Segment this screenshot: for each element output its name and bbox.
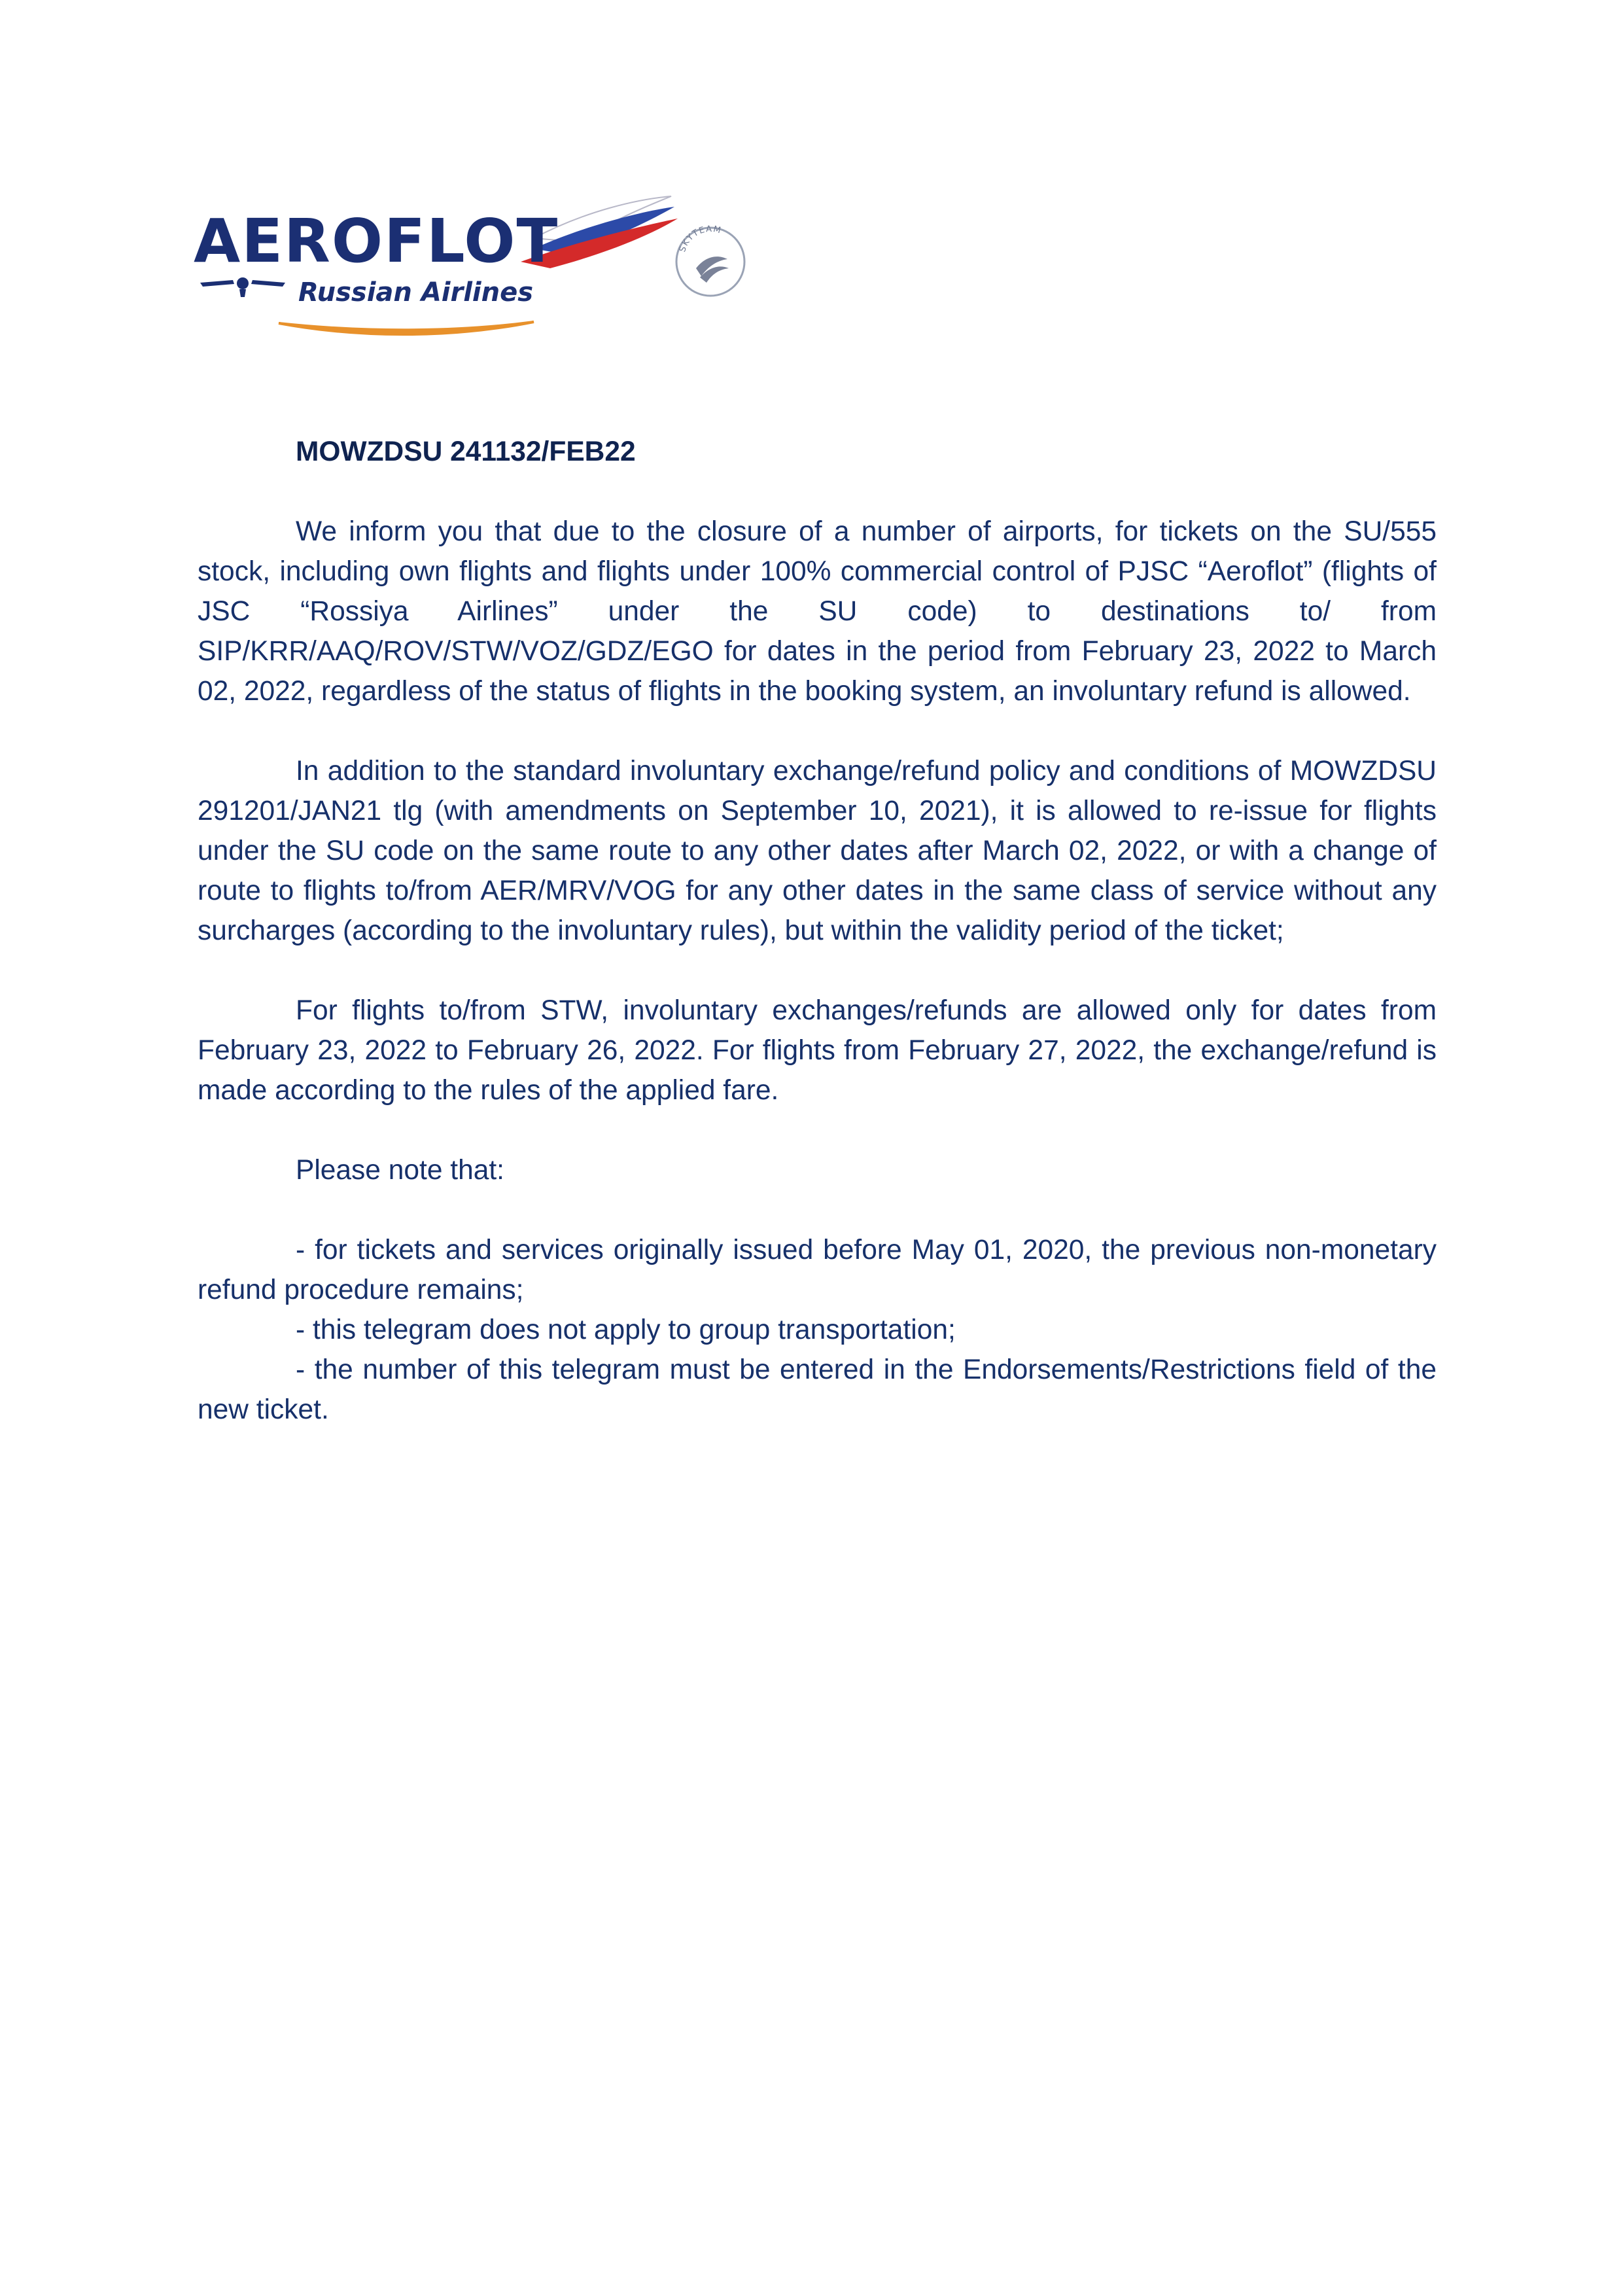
aeroflot-logo-graphic <box>194 185 756 342</box>
svg-text:Russian Airlines: Russian Airlines <box>298 277 534 308</box>
paragraph-reissue-conditions: In addition to the standard involuntary exchange/refund policy and conditions of MOWZDSU 291201/JAN21 tlg (with amendments on September 10, 2021), it is allowed to re-issue for flights under the SU code on the same route to any other dates after March 02, 2022, or with a change of route to flights to/from AER/MRV/VOG for any other dates in the same class of service without any surcharges (according to the involuntary rules), but within the validity period of the ticket; <box>198 756 1437 946</box>
paragraph-stw-conditions: For flights to/from STW, involuntary exchanges/refunds are allowed only for dates from February 23, 2022 to February 26, 2022. For flights from February 27, 2022, the exchange/refund is made according to the rules of the applied fare. <box>198 995 1437 1106</box>
note-item: - for tickets and services originally issued before May 01, 2020, the previous non-monetary refund procedure remains; <box>198 1235 1437 1305</box>
note-intro: Please note that: <box>296 1155 504 1186</box>
note-item: - the number of this telegram must be entered in the Endorsements/Restrictions field of the new ticket. <box>198 1354 1437 1425</box>
note-item: - this telegram does not apply to group transportation; <box>296 1315 956 1345</box>
paragraph-closure-notice: We inform you that due to the closure of a number of airports, for tickets on the SU/555 stock, including own flights and flights under 100% commercial control of PJSC “Aeroflot” (flights of JSC “Rossiya Airlines” under the SU code) to destinations to/ from SIP/KRR/AAQ/ROV/STW/VOZ/GDZ/EGO for dates in the period from February 23, 2022 to March 02, 2022, regardless of the status of flights in the booking system, an involuntary refund is allowed. <box>198 516 1437 707</box>
skyteam-badge-icon <box>676 224 744 296</box>
notes-list <box>198 1230 1437 1430</box>
telegram-reference: MOWZDSU 241132/FEB22 <box>296 436 636 467</box>
telegram-body <box>198 432 1437 1430</box>
aeroflot-logo <box>194 185 756 342</box>
svg-text:AEROFLOT: AEROFLOT <box>194 206 559 276</box>
wing-emblem-icon <box>200 277 285 297</box>
svg-text:SKYTEAM: SKYTEAM <box>678 224 723 254</box>
